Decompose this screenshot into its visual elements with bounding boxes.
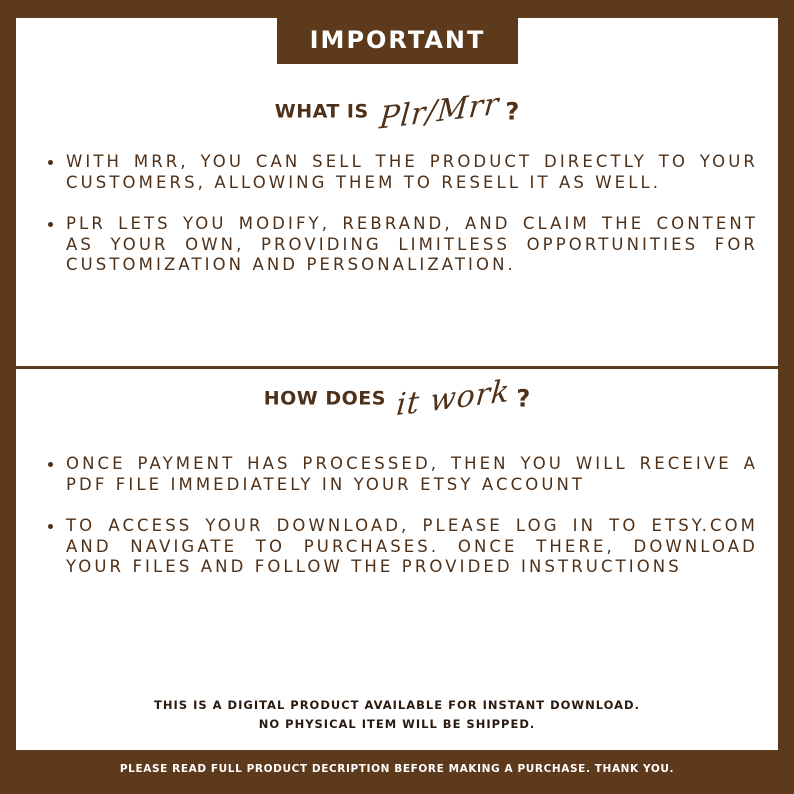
section-heading-how-it-works	[0, 373, 794, 424]
plr-mrr-list	[46, 152, 758, 297]
no-shipping-notice: NO PHYSICAL ITEM WILL BE SHIPPED.	[258, 717, 536, 731]
footer-banner: PLEASE READ FULL PRODUCT DECRIPTION BEFORE MAKING A PURCHASE. THANK YOU.	[119, 763, 675, 775]
heading-question-mark: ?	[505, 97, 520, 126]
list-item: TO ACCESS YOUR DOWNLOAD, PLEASE LOG IN TO ETSY.COM AND NAVIGATE TO PURCHASES. ONCE THERE, DOWNLOAD YOUR FILES AND FOLLOW THE PROVIDED INSTRUCTIONS	[46, 516, 758, 578]
important-badge: IMPORTANT	[277, 16, 518, 64]
heading-prefix: HOW DOES	[263, 387, 386, 410]
heading-script: it work	[394, 373, 512, 424]
heading-script: Plr/Mrr	[377, 86, 501, 137]
heading-prefix: WHAT IS	[274, 100, 369, 123]
how-it-works-list	[46, 454, 758, 599]
section-heading-plr-mrr	[0, 86, 794, 137]
list-item: WITH MRR, YOU CAN SELL THE PRODUCT DIRECTLY TO YOUR CUSTOMERS, ALLOWING THEM TO RESELL IT AS WELL.	[46, 152, 758, 193]
list-item: PLR LETS YOU MODIFY, REBRAND, AND CLAIM THE CONTENT AS YOUR OWN, PROVIDING LIMITLESS OPPORTUNITIES FOR CUSTOMIZATION AND PERSONALIZATION.	[46, 214, 758, 276]
digital-product-notice: THIS IS A DIGITAL PRODUCT AVAILABLE FOR INSTANT DOWNLOAD.	[154, 698, 640, 712]
heading-question-mark: ?	[516, 384, 531, 413]
list-item: ONCE PAYMENT HAS PROCESSED, THEN YOU WILL RECEIVE A PDF FILE IMMEDIATELY IN YOUR ETSY ACCOUNT	[46, 454, 758, 495]
divider	[16, 366, 778, 369]
